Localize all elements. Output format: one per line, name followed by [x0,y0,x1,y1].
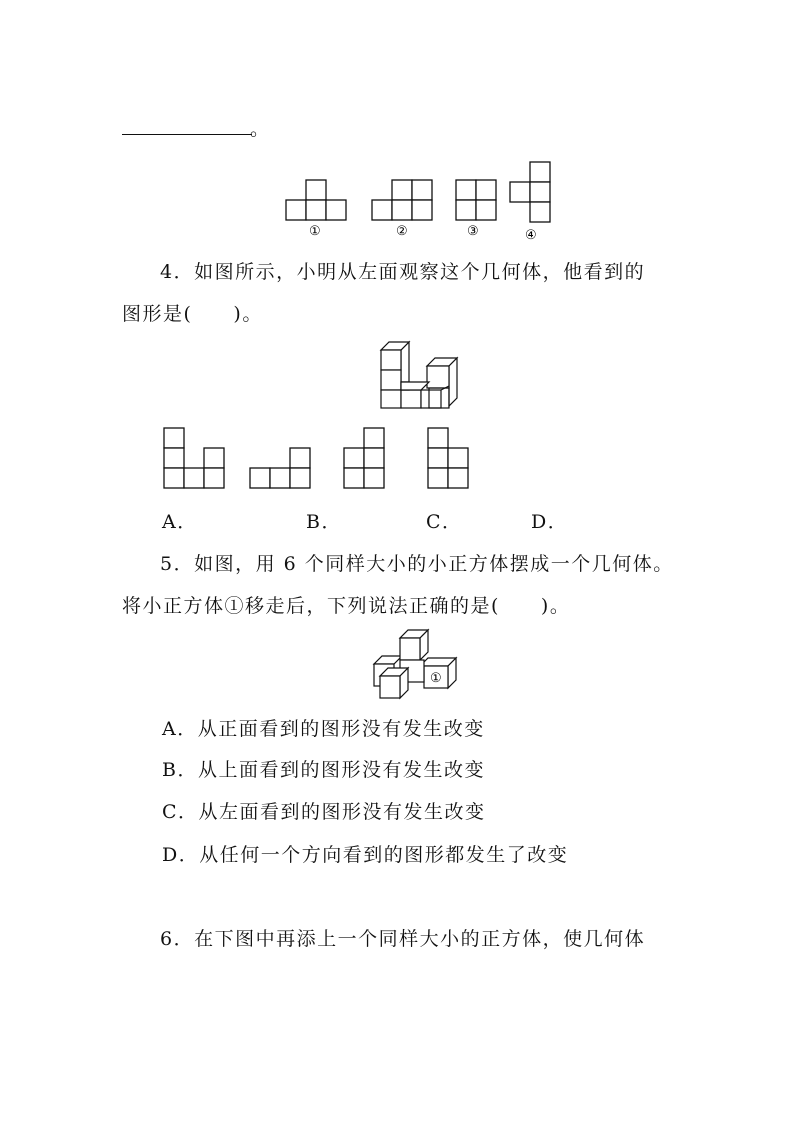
q4-option-figures [160,424,480,490]
views-figure [280,158,560,244]
view-2 [372,180,432,239]
q4-solid-figure [375,338,465,410]
view-label-1: ① [309,224,321,239]
q6-line1: 6．在下图中再添上一个同样大小的正方体，使几何体 [160,928,646,950]
q5-choice-a: A．从正面看到的图形没有发生改变 [162,718,485,740]
q4-option-a: A． [162,511,198,533]
view-label-4: ④ [525,228,537,243]
q5-cube-figure [372,628,464,704]
answer-blank [122,118,252,135]
q4-option-b: B． [306,511,342,533]
q5-choice-c: C．从左面看到的图形没有发生改变 [162,801,486,823]
q5-choice-d: D．从任何一个方向看到的图形都发生了改变 [162,844,569,866]
view-4 [510,162,550,243]
q5-choice-b: B．从上面看到的图形没有发生改变 [162,759,485,781]
period-mark: 。 [250,118,271,140]
q4-line2: 图形是( )。 [122,303,263,325]
q4-line1: 4．如图所示，小明从左面观察这个几何体，他看到的 [160,261,646,283]
q5-cube-label: ① [430,671,442,686]
view-1 [286,180,346,239]
view-label-3: ③ [467,224,479,239]
q5-line2: 将小正方体①移走后，下列说法正确的是( )。 [122,595,571,617]
q5-line1: 5．如图，用 6 个同样大小的小正方体摆成一个几何体。 [160,553,674,575]
q4-option-c: C． [426,511,463,533]
q4-option-d: D． [531,511,569,533]
view-3 [456,180,496,239]
view-label-2: ② [396,224,408,239]
